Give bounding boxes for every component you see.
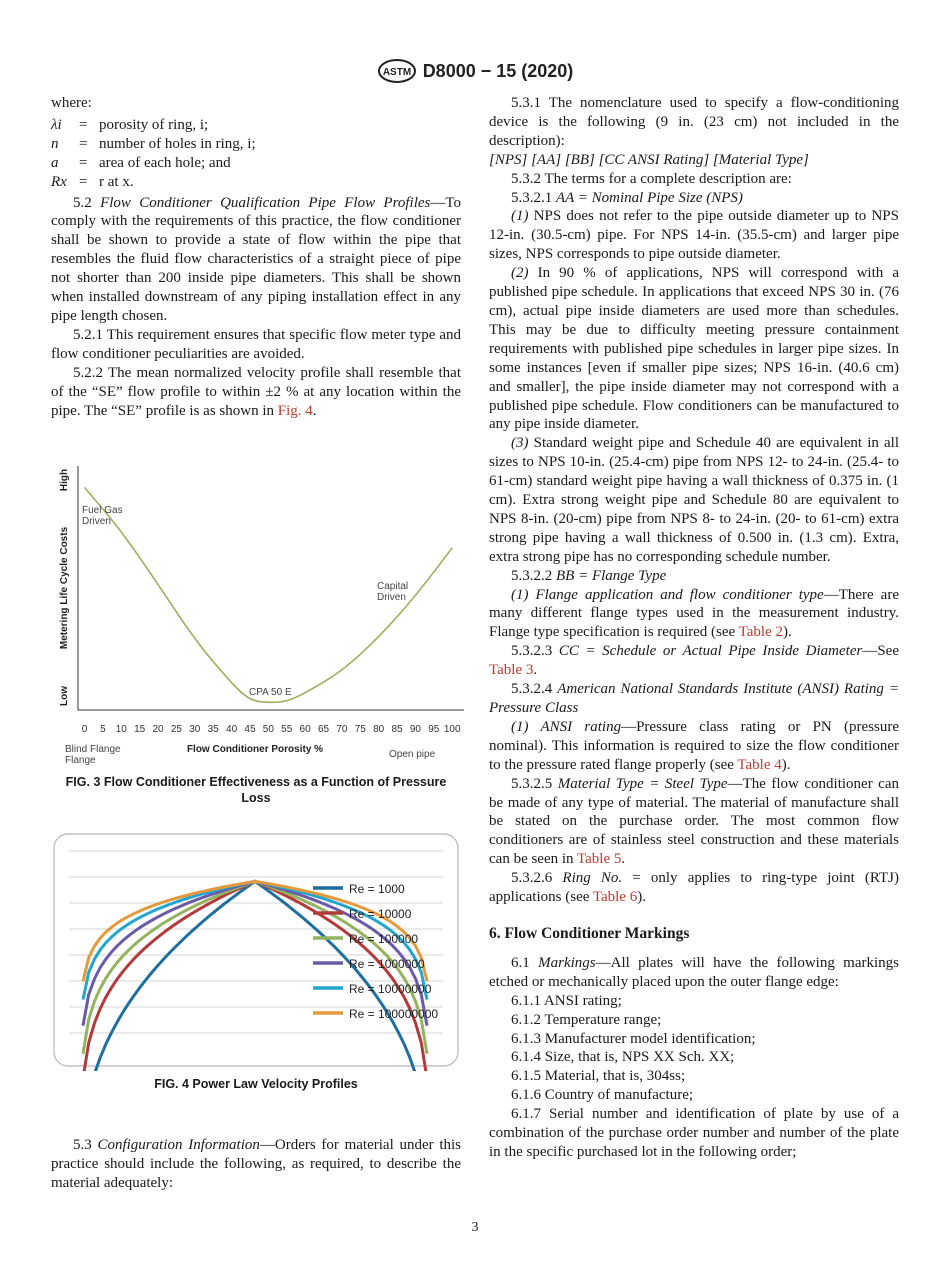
- fig3-x-tick-label: 90: [409, 724, 421, 735]
- section-5-3: 5.3 Configuration Information—Orders for material under this practice should include the following, as required, to describe the material adequately:: [51, 1137, 462, 1191]
- section-5-3-2-6: 5.3.2.6 Ring No. = only applies to ring-type joint (RTJ) applications (see Table 6).: [489, 870, 899, 906]
- list-item: 6.1.4 Size, that is, NPS XX Sch. XX;: [511, 1049, 735, 1066]
- item-ansi-rating: (1) ANSI rating—Pressure class rating or PN (pressure nominal). This information is required to size the flow conditioner to the pressure rated flange properly (see Table 4).: [489, 718, 899, 773]
- fig4-legend-label: Re = 100000000: [349, 1007, 439, 1021]
- document-designation: D8000 − 15 (2020): [422, 60, 574, 81]
- section-6-1-7: 6.1.7 Serial number and identification of plate by use of a combination of the purchase order number and number of the plate in the specific purchased lot in the following order;: [489, 1106, 899, 1160]
- section-5-2-2: 5.2.2 The mean normalized velocity profile shall resemble that of the “SE” flow profile to within ±2 % at any location within the pipe. The “SE” profile is as shown in Fig. 4.: [51, 364, 461, 419]
- table3-link[interactable]: Table 3: [489, 662, 534, 679]
- fig4-legend-label: Re = 10000: [349, 907, 412, 921]
- item-nps-2: (2) In 90 % of applications, NPS will correspond with a published pipe schedule. In applications that exceed NPS 30 in. (76 cm), actual pipe inside diameters are used more than schedules. This may be due to difficulty meeting pressure containment requirements with published pipe schedules in larger pipe sizes. In some instances [even if smaller pipe sizes; NPS 16-in. (40.6 cm) and smaller], the pipe inside diameter may not correspond with a published pipe schedule. Flow conditioners can be manufactured to any pipe inside diameter.: [489, 265, 899, 433]
- fig3-y-high-label: High: [59, 468, 70, 492]
- fig3-x-tick-label: 75: [354, 724, 366, 735]
- svg-text:ASTM: ASTM: [382, 67, 411, 78]
- table6-link[interactable]: Table 6: [592, 889, 638, 906]
- fig3-x-tick-label: 50: [262, 724, 274, 735]
- fig3-x-tick-label: 65: [317, 724, 330, 735]
- fig3-x-tick-label: 60: [299, 724, 311, 735]
- section-5-3-1: 5.3.1 The nomenclature used to specify a flow-conditioning device is the following (9 in. (23 cm) not included in the description):: [489, 95, 899, 149]
- list-item: 6.1.6 Country of manufacture;: [511, 1087, 694, 1104]
- fig4-legend-label: Re = 100000: [349, 932, 419, 946]
- where-label: where:: [51, 95, 92, 111]
- fig3-x-tick-label: 100: [443, 724, 461, 735]
- fig4-legend-label: Re = 10000000: [349, 982, 432, 996]
- table4-link[interactable]: Table 4: [737, 756, 782, 773]
- fig4-link[interactable]: Fig. 4: [277, 402, 313, 419]
- section-5-2: 5.2 Flow Conditioner Qualification Pipe Flow Profiles—To comply with the requirements of this practice, the flow conditioner shall be shown to provide a state of flow within the pipe that resembles the fluid flow characteristics of a straight piece of pipe not shorter than 200 inside pipe diameters. This shall be shown when installed downstream of any piping installation effect in any pipe length chosen.: [51, 194, 461, 324]
- fig3-annotation-cpa: CPA 50 E: [249, 687, 292, 698]
- section-5-3-2: 5.3.2 The terms for a complete description are:: [511, 170, 792, 187]
- fig3-x-ticks: [82, 724, 461, 735]
- fig3-x-tick-label: 10: [115, 724, 127, 735]
- section-5-3-2-3: 5.3.2.3 CC = Schedule or Actual Pipe Inside Diameter—See Table 3.: [489, 643, 900, 679]
- fig3-x-tick-label: 15: [134, 724, 146, 735]
- list-item: 6.1.2 Temperature range;: [511, 1011, 662, 1028]
- section-6-1: 6.1 Markings—All plates will have the following markings etched or mechanically placed upon the outer flange edge:: [489, 954, 899, 990]
- left-column: [51, 94, 461, 420]
- fig3-x-tick-label: 5: [100, 724, 106, 735]
- fig3-annotation-fuel-gas: Fuel Gas: [82, 505, 123, 516]
- fig3-x-tick-label: 55: [281, 724, 293, 735]
- page-number: 3: [471, 1220, 479, 1235]
- fig3-annotation-fuel-driven: Driven: [82, 516, 111, 527]
- fig3-x-tick-label: 80: [373, 724, 385, 735]
- section-5-3-2-2: 5.3.2.2 BB = Flange Type: [511, 567, 667, 584]
- variable-row: Rx = r at x.: [51, 173, 134, 190]
- list-item: 6.1.3 Manufacturer model identification;: [511, 1030, 756, 1047]
- astm-logo-icon: [377, 58, 417, 84]
- variable-row: n = number of holes in ring, i;: [51, 135, 256, 152]
- fig3-annotation-capital-driven: Driven: [377, 592, 406, 603]
- page-header: [0, 58, 950, 89]
- fig3-caption: FIG. 3 Flow Conditioner Effectiveness as a Function of Pressure Loss: [65, 775, 447, 805]
- fig3-x-tick-label: 30: [189, 724, 201, 735]
- variable-list: [51, 116, 461, 192]
- fig3-x-tick-label: 0: [81, 724, 88, 735]
- fig3-x-tick-label: 70: [336, 724, 348, 735]
- fig4-caption: FIG. 4 Power Law Velocity Profiles: [154, 1077, 358, 1091]
- fig3-x-tick-label: 95: [428, 724, 440, 735]
- fig3-x-tick-label: 85: [391, 724, 403, 735]
- fig3-y-axis-label: Metering Life Cycle Costs: [59, 526, 70, 650]
- table2-link[interactable]: Table 2: [738, 624, 783, 641]
- variable-row: a = area of each hole; and: [51, 154, 231, 171]
- fig3-annotation-capital: Capital: [377, 581, 409, 592]
- variable-row: λi = porosity of ring, i;: [51, 116, 209, 133]
- fig3-x-right-label: Open pipe: [389, 749, 436, 760]
- section-5-3-2-5: 5.3.2.5 Material Type = Steel Type—The flow conditioner can be made of any type of material. The material of manufacture shall be stated on the purchase order. The most common flow conditioners are of stainless steel construction and these materials can be seen in Table 5.: [489, 775, 899, 868]
- list-item: 6.1.5 Material, that is, 304ss;: [511, 1068, 686, 1085]
- fig3-x-tick-label: 45: [244, 724, 256, 735]
- section-6-heading: 6. Flow Conditioner Markings: [489, 924, 690, 942]
- fig3-x-axis-label: Flow Conditioner Porosity %: [186, 744, 324, 755]
- fig3-x-left-label: Blind Flange: [65, 744, 121, 755]
- right-column: [489, 94, 899, 1162]
- fig4-legend-label: Re = 1000000: [349, 957, 425, 971]
- section-5-3-2-1: 5.3.2.1 AA = Nominal Pipe Size (NPS): [511, 189, 743, 206]
- fig4-chart: [51, 831, 461, 1071]
- item-nps-3: (3) Standard weight pipe and Schedule 40 are equivalent in all sizes to NPS 10-in. (25.4-cm) pipe from NPS 12- to 24-in. (25.4- to 61-cm) standard weight pipe having a wall thickness of 0.375 in. (1 cm). Extra strong weight pipe and Schedule 80 are equivalent to NPS 8-in. (20-cm) pipe from NPS 8- to 24-in. (20- to 61-cm) extra strong pipe having a wall thickness of 0.500 in. (1.3 cm). Extra, extra strong pipe has no corresponding schedule number.: [489, 435, 899, 565]
- fig3-x-left-label-2: Flange: [65, 755, 96, 766]
- section-5-3-2-4: 5.3.2.4 American National Standards Institute (ANSI) Rating = Pressure Class: [489, 681, 900, 716]
- fig3-x-tick-label: 40: [226, 724, 238, 735]
- item-flange-type: (1) Flange application and flow conditioner type—There are many different flange types used in the measurement industry. Flange type specification is required (see Table 2).: [489, 586, 899, 641]
- fig3-x-tick-label: 25: [170, 724, 182, 735]
- list-item: 6.1.1 ANSI rating;: [511, 992, 622, 1009]
- fig3-x-tick-label: 20: [152, 724, 164, 735]
- item-nps-1: (1) NPS does not refer to the pipe outside diameter up to NPS 12-in. (30.5-cm) pipe. For NPS 14-in. (35.5-cm) and larger pipe sizes, NPS corresponds to pipe outside diameter.: [489, 208, 899, 263]
- section-5-2-1: 5.2.1 This requirement ensures that specific flow meter type and flow conditioner peculiarities are avoided.: [51, 326, 461, 362]
- fig4-legend-label: Re = 1000: [349, 882, 405, 896]
- fig3-y-low-label: Low: [59, 686, 70, 706]
- fig3-x-tick-label: 35: [207, 724, 219, 735]
- fig3-chart: [51, 462, 466, 770]
- left-column-bottom: [51, 1136, 461, 1193]
- table5-link[interactable]: Table 5: [577, 851, 622, 868]
- nomenclature-format: [NPS] [AA] [BB] [CC ANSI Rating] [Material Type]: [489, 151, 809, 168]
